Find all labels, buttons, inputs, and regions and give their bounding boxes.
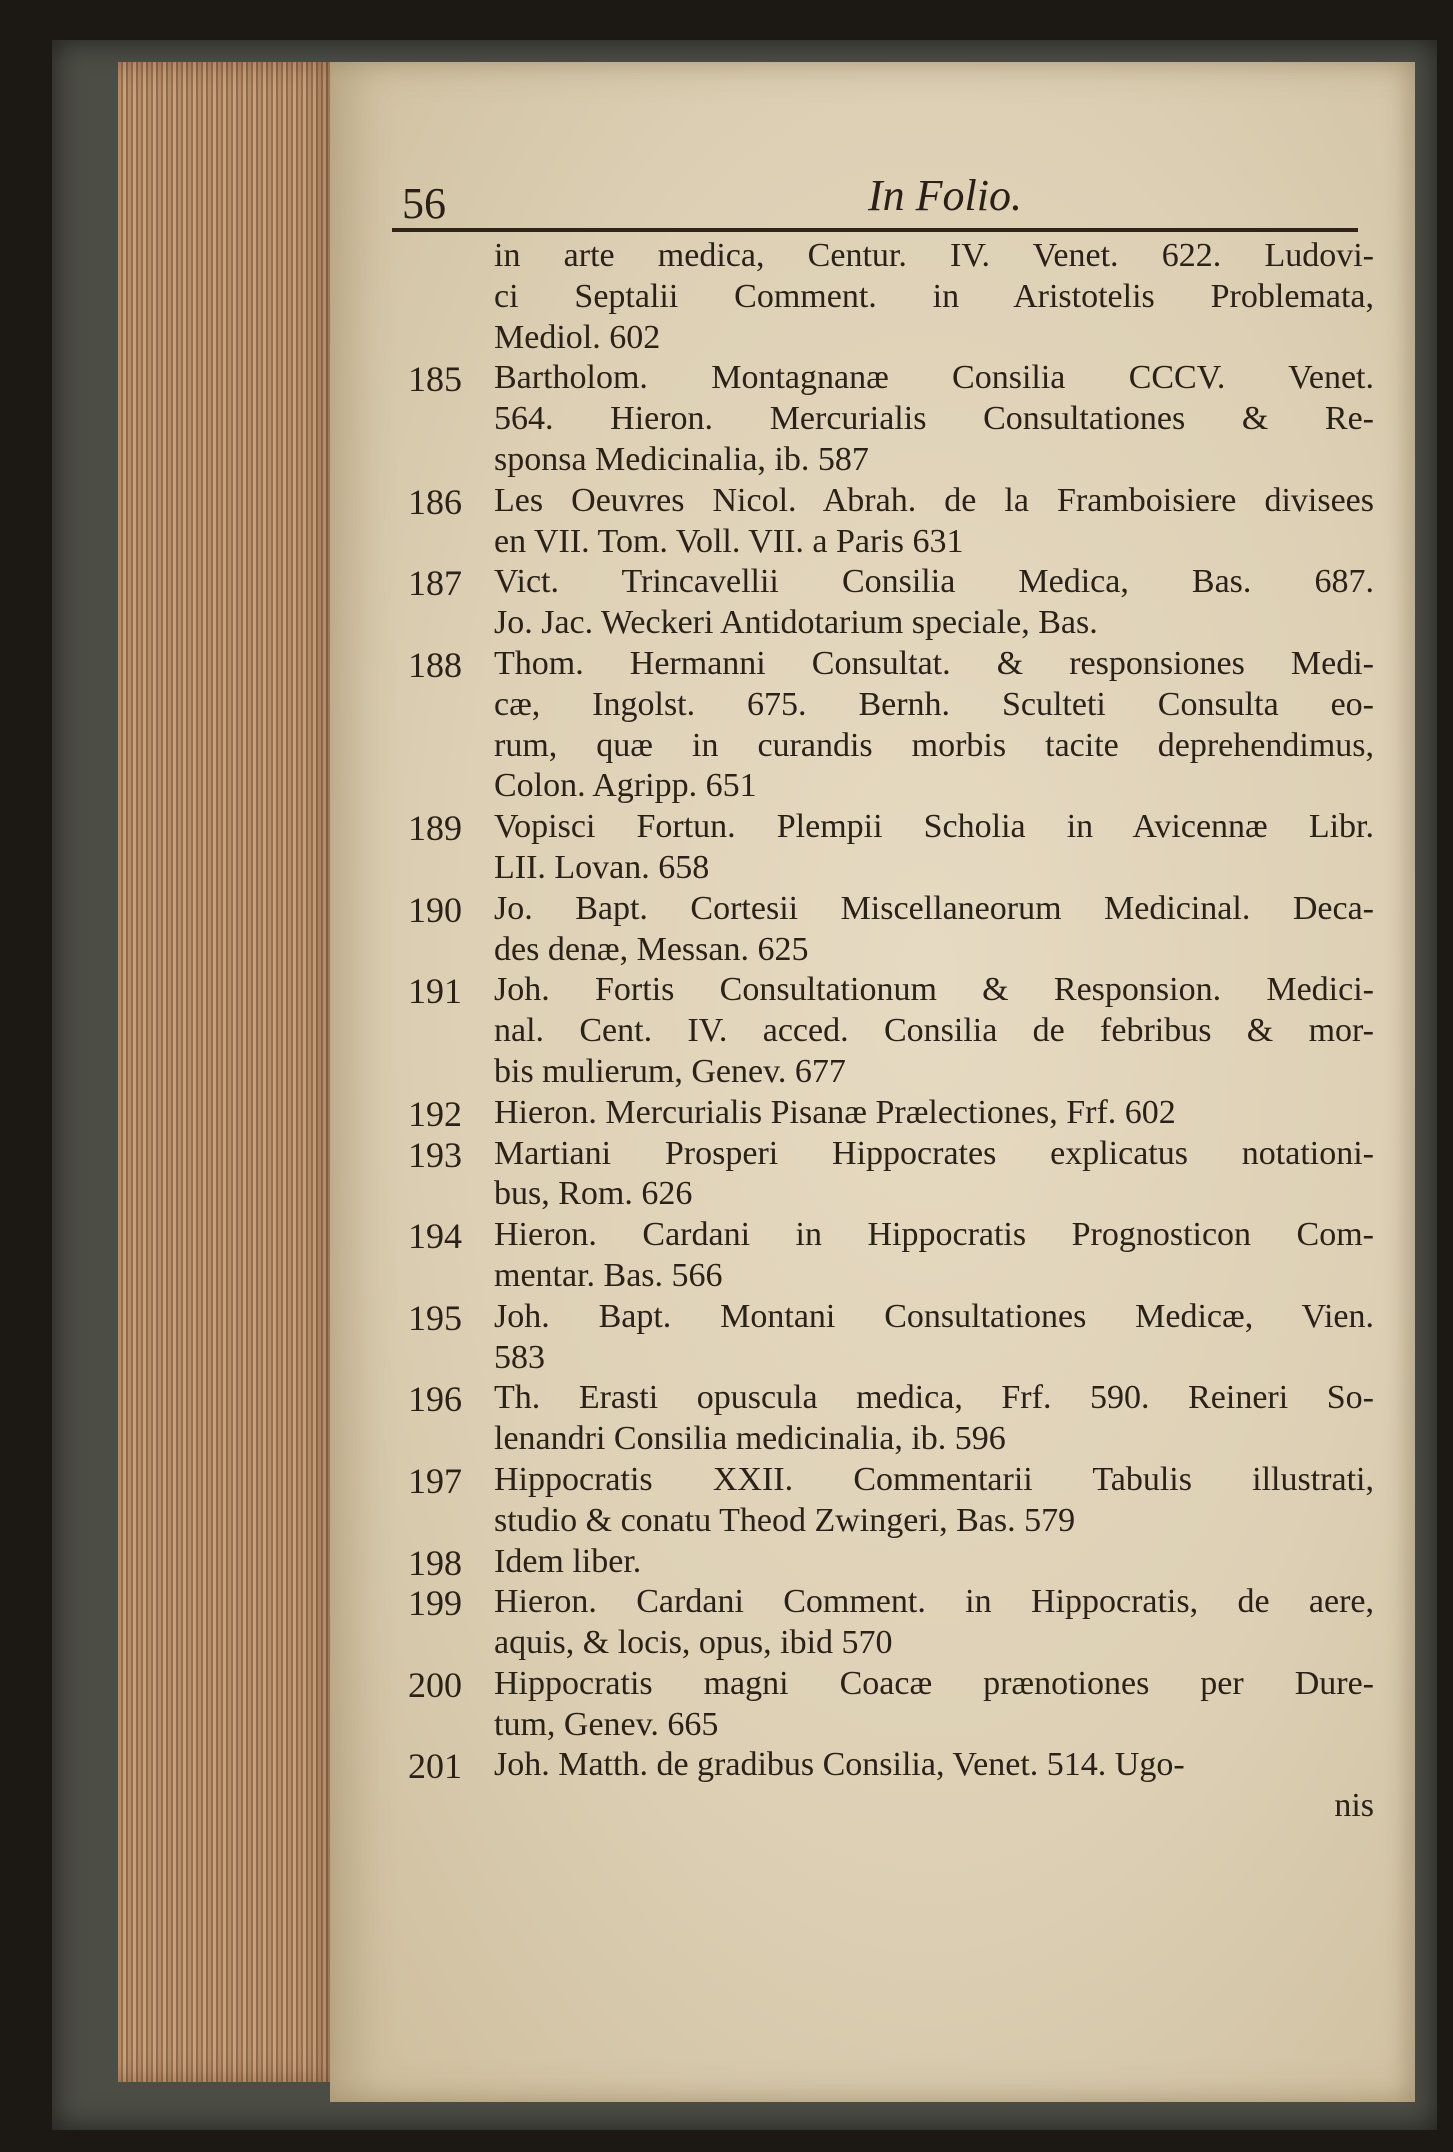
entry-line: Les Oeuvres Nicol. Abrah. de la Framboisiere divisees	[494, 481, 1374, 519]
entry-line: Hieron. Cardani Comment. in Hippocratis, de aere,	[494, 1583, 1374, 1621]
catalog-entry	[408, 1542, 1374, 1583]
entry-line: nal. Cent. IV. acced. Consilia de febribus & mor-	[494, 1012, 1374, 1050]
entry-line: aquis, & locis, opus, ibid 570	[494, 1624, 893, 1662]
catalog-entry	[408, 889, 1374, 971]
entry-line: Colon. Agripp. 651	[494, 767, 757, 805]
entry-line: 583	[494, 1338, 545, 1376]
entry-line: Hieron. Cardani in Hippocratis Prognosticon Com-	[494, 1216, 1374, 1254]
entry-number: 196	[408, 1379, 462, 1420]
entry-line: Hieron. Mercurialis Pisanæ Prælectiones, Frf. 602	[494, 1093, 1176, 1131]
page-number: 56	[402, 179, 446, 228]
entry-number: 195	[408, 1297, 462, 1338]
entry-line: bis mulierum, Genev. 677	[494, 1052, 846, 1090]
entry-number: 188	[408, 644, 462, 685]
catalog-entry	[408, 1215, 1374, 1297]
page-edges	[118, 62, 348, 2082]
catalog-entry	[408, 358, 1374, 480]
entry-line: Idem liber.	[494, 1542, 642, 1580]
catalog-entry	[408, 481, 1374, 563]
entry-line: Thom. Hermanni Consultat. & responsiones Medi-	[494, 644, 1374, 682]
entry-line: mentar. Bas. 566	[494, 1256, 723, 1294]
entry-line: in arte medica, Centur. IV. Venet. 622. Ludovi-	[494, 237, 1374, 274]
entry-number: 197	[408, 1460, 462, 1501]
entry-number: 193	[408, 1134, 462, 1175]
entry-number: 190	[408, 889, 462, 930]
entry-number: 187	[408, 563, 462, 604]
catalog-entries	[408, 236, 1374, 1827]
catalog-entry	[408, 562, 1374, 644]
entry-line: Joh. Bapt. Montani Consultationes Medicæ, Vien.	[494, 1297, 1374, 1335]
catalog-entry	[408, 644, 1374, 807]
catalog-entry	[408, 1745, 1374, 1787]
catchword: nis	[1334, 1787, 1374, 1825]
entry-line: Vopisci Fortun. Plempii Scholia in Avicennæ Libr.	[494, 808, 1374, 846]
catalog-entry	[408, 1134, 1374, 1216]
entry-line: ci Septalii Comment. in Aristotelis Problemata,	[494, 277, 1374, 315]
entry-line: Vict. Trincavellii Consilia Medica, Bas. 687.	[494, 563, 1374, 601]
catalog-entry	[408, 970, 1374, 1092]
entry-line: studio & conatu Theod Zwingeri, Bas. 579	[494, 1501, 1076, 1539]
entry-line: en VII. Tom. Voll. VII. a Paris 631	[494, 522, 964, 560]
entry-line: tum, Genev. 665	[494, 1705, 719, 1743]
entry-number: 192	[408, 1093, 462, 1134]
catalog-entry	[408, 1460, 1374, 1542]
running-title: In Folio.	[868, 171, 1022, 220]
entry-line: sponsa Medicinalia, ib. 587	[494, 440, 869, 478]
entry-line: Th. Erasti opuscula medica, Frf. 590. Reineri So-	[494, 1379, 1374, 1417]
entry-line: Hippocratis magni Coacæ prænotiones per Dure-	[494, 1664, 1374, 1702]
entry-number: 186	[408, 481, 462, 522]
entry-line: lenandri Consilia medicinalia, ib. 596	[494, 1420, 1006, 1458]
entry-number: 199	[408, 1583, 462, 1624]
catalog-entry	[408, 1093, 1374, 1134]
entry-line: Martiani Prosperi Hippocrates explicatus notationi-	[494, 1134, 1374, 1172]
entry-line: bus, Rom. 626	[494, 1175, 693, 1213]
entry-number: 191	[408, 971, 462, 1012]
catalog-entry	[408, 1582, 1374, 1664]
entry-line: LII. Lovan. 658	[494, 848, 710, 886]
catalog-entry	[408, 807, 1374, 889]
entry-number: 198	[408, 1542, 462, 1583]
entry-line: Jo. Jac. Weckeri Antidotarium speciale, Bas.	[494, 604, 1098, 642]
entry-number: 189	[408, 808, 462, 849]
entry-number: 185	[408, 359, 462, 400]
entry-number: 200	[408, 1664, 462, 1705]
entry-line: 564. Hieron. Mercurialis Consultationes & Re-	[494, 400, 1374, 438]
entry-line: Hippocratis XXII. Commentarii Tabulis illustrati,	[494, 1460, 1374, 1498]
catalog-entry	[408, 1664, 1374, 1746]
entry-line: Jo. Bapt. Cortesii Miscellaneorum Medicinal. Deca-	[494, 889, 1374, 927]
entry-line: Joh. Fortis Consultationum & Responsion. Medici-	[494, 971, 1374, 1009]
catalog-entry	[408, 1378, 1374, 1460]
catalog-entry	[408, 1297, 1374, 1379]
header-rule	[392, 228, 1358, 232]
entry-number: 194	[408, 1216, 462, 1257]
entry-line: Mediol. 602	[494, 318, 661, 356]
entry-line: Bartholom. Montagnanæ Consilia CCCV. Venet.	[494, 359, 1374, 397]
entry-line: cæ, Ingolst. 675. Bernh. Sculteti Consulta eo-	[494, 685, 1374, 723]
entry-line: des denæ, Messan. 625	[494, 930, 809, 968]
entry-line: Joh. Matth. de gradibus Consilia, Venet. 514. Ugo-	[494, 1746, 1185, 1784]
catalog-entry	[494, 236, 1374, 358]
entry-line: rum, quæ in curandis morbis tacite deprehendimus,	[494, 726, 1374, 764]
entry-number: 201	[408, 1746, 462, 1787]
